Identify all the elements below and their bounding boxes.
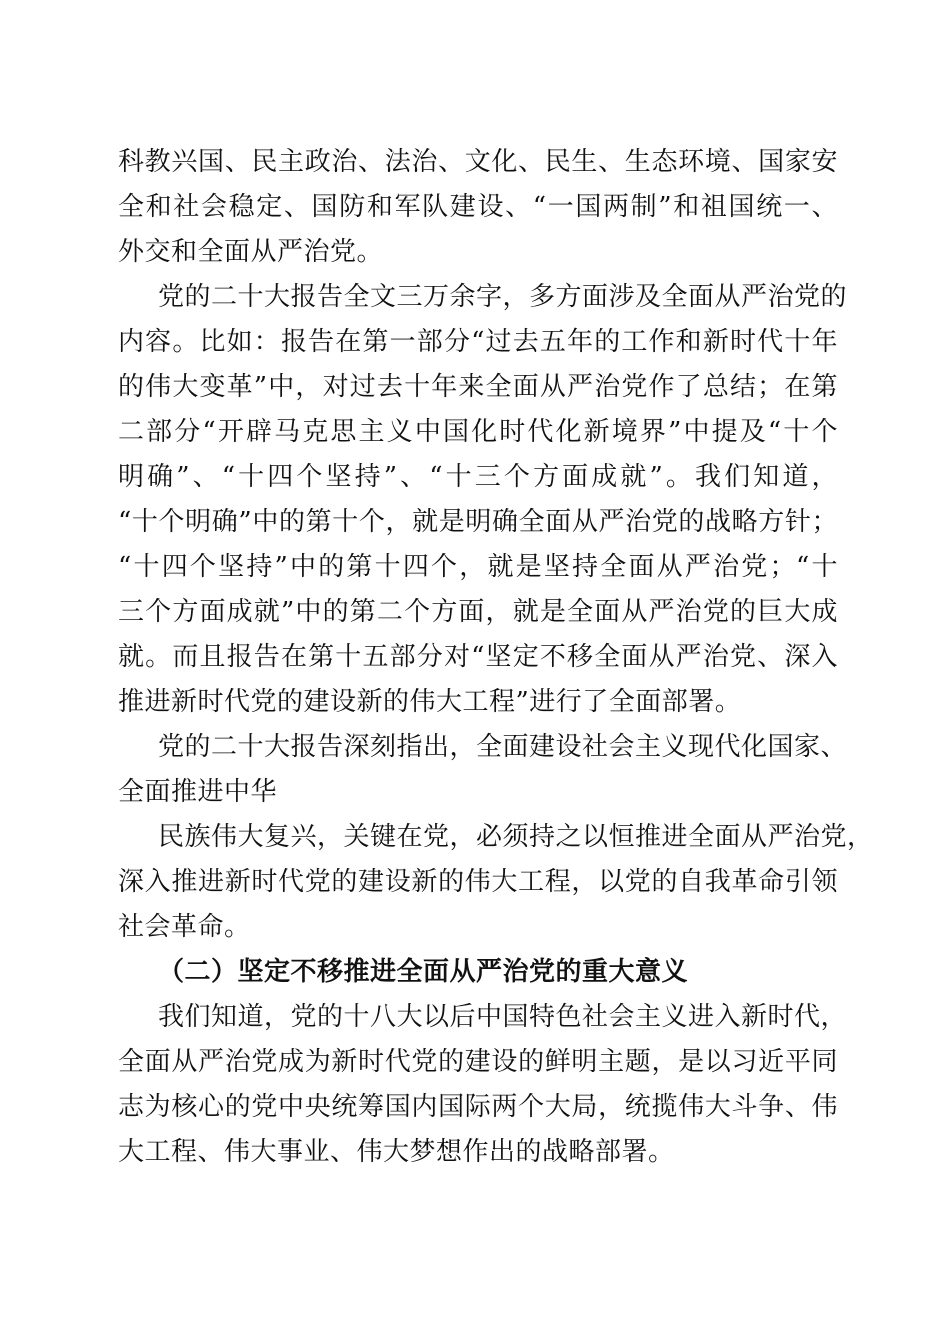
text-line: 二部分“开辟马克思主义中国化时代化新境界”中提及“十个 xyxy=(118,417,838,447)
text-line: 社会革命。 xyxy=(118,912,251,942)
paragraph-start-line: 党的二十大报告全文三万余字，多方面涉及全面从严治党的 xyxy=(158,282,848,312)
text-line: 明确”、“十四个坚持”、“十三个方面成就”。我们知道， xyxy=(118,462,838,492)
text-line: 全面从严治党成为新时代党的建设的鲜明主题，是以习近平同 xyxy=(118,1047,838,1077)
text-line: 三个方面成就”中的第二个方面，就是全面从严治党的巨大成 xyxy=(118,597,838,627)
text-line: “十四个坚持”中的第十四个，就是坚持全面从严治党；“十 xyxy=(118,552,838,582)
text-line: 的伟大变革”中，对过去十年来全面从严治党作了总结；在第 xyxy=(118,372,838,402)
text-line: 深入推进新时代党的建设新的伟大工程，以党的自我革命引领 xyxy=(118,867,838,897)
text-line: “十个明确”中的第十个，就是明确全面从严治党的战略方针； xyxy=(118,507,838,537)
text-line: 志为核心的党中央统筹国内国际两个大局，统揽伟大斗争、伟 xyxy=(118,1092,838,1122)
section-heading: （二）坚定不移推进全面从严治党的重大意义 xyxy=(158,957,689,987)
text-line: 推进新时代党的建设新的伟大工程”进行了全面部署。 xyxy=(118,687,742,717)
text-line: 科教兴国、民主政治、法治、文化、民生、生态环境、国家安 xyxy=(118,147,838,177)
text-line: 外交和全面从严治党。 xyxy=(118,237,384,267)
text-line: 全面推进中华 xyxy=(118,777,278,807)
paragraph-start-line: 民族伟大复兴，关键在党，必须持之以恒推进全面从严治党， xyxy=(158,822,874,852)
paragraph-start-line: 我们知道，党的十八大以后中国特色社会主义进入新时代， xyxy=(158,1002,848,1032)
text-line: 大工程、伟大事业、伟大梦想作出的战略部署。 xyxy=(118,1137,675,1167)
paragraph-start-line: 党的二十大报告深刻指出，全面建设社会主义现代化国家、 xyxy=(158,732,848,762)
text-line: 内容。比如：报告在第一部分“过去五年的工作和新时代十年 xyxy=(118,327,838,357)
text-line: 全和社会稳定、国防和军队建设、“一国两制”和祖国统一、 xyxy=(118,192,838,222)
text-line: 就。而且报告在第十五部分对“坚定不移全面从严治党、深入 xyxy=(118,642,838,672)
